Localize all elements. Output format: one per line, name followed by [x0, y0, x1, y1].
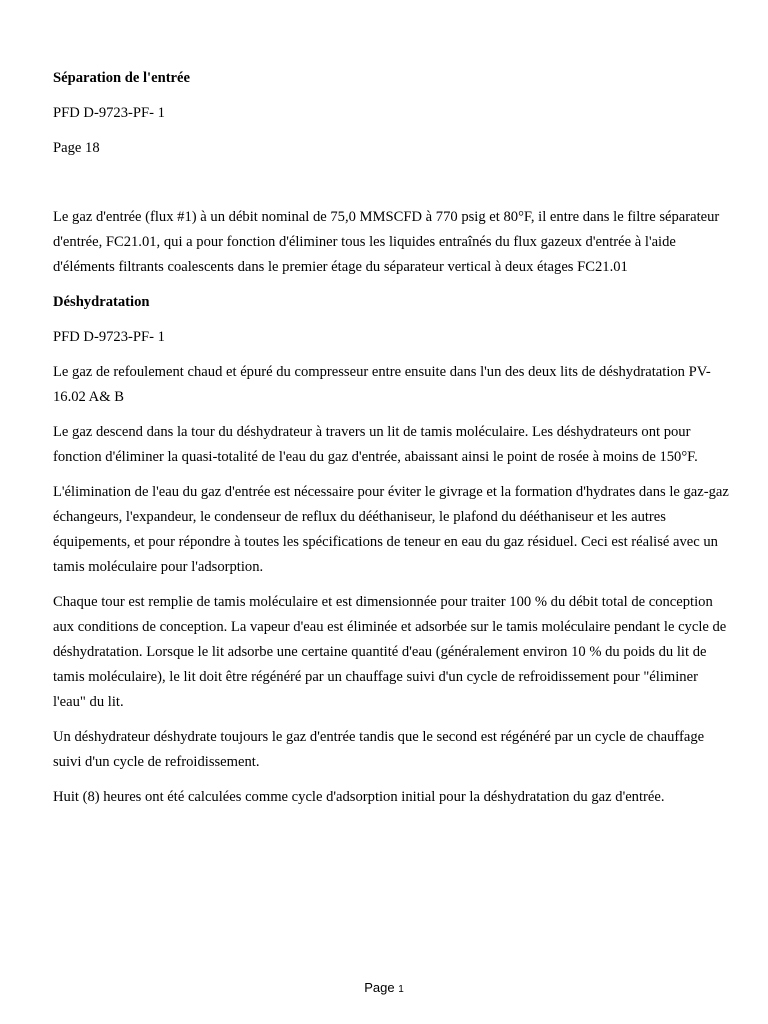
page-footer [0, 978, 768, 1000]
paragraph: Le gaz descend dans la tour du déshydrateur à travers un lit de tamis moléculaire. Les déshydrateurs ont pour fonction d'éliminer la quasi-totalité de l'eau du gaz d'entrée, abaissant ainsi le point de rosée à moins de 150°F. [53, 424, 698, 465]
blank-line [53, 171, 733, 205]
paragraph-inlet-gas: Le gaz d'entrée (flux #1) à un débit nominal de 75,0 MMSCFD à 770 psig et 80°F, il entre dans le filtre séparateur d'entrée, FC21.01, qui a pour fonction d'éliminer tous les liquides entraînés du flux gazeux d'entrée à l'aide d'éléments filtrants coalescents dans le premier étage du séparateur vertical à deux étages FC21.01 [53, 209, 720, 275]
pfd-reference: PFD D-9723-PF- 1 [53, 329, 165, 345]
page-reference: Page 18 [53, 140, 100, 156]
footer-page-label: Page [364, 980, 395, 995]
footer-page-number: 1 [398, 984, 404, 995]
paragraph: Un déshydrateur déshydrate toujours le gaz d'entrée tandis que le second est régénéré par un cycle de chauffage suivi d'un cycle de refroidissement. [53, 729, 705, 770]
paragraph: Le gaz de refoulement chaud et épuré du compresseur entre ensuite dans l'un des deux lits de déshydratation PV-16.02 A& B [53, 364, 711, 405]
paragraph: Huit (8) heures ont été calculées comme cycle d'adsorption initial pour la déshydratation du gaz d'entrée. [53, 789, 665, 805]
section-title-dehydration: Déshydratation [53, 294, 150, 310]
paragraph: Chaque tour est remplie de tamis moléculaire et est dimensionnée pour traiter 100 % du débit total de conception aux conditions de conception. La vapeur d'eau est éliminée et adsorbée sur le tamis moléculaire pendant le cycle de déshydratation. Lorsque le lit adsorbe une certaine quantité d'eau (généralement environ 10 % du poids du lit de tamis moléculaire), le lit doit être régénéré par un chauffage suivi d'un cycle de refroidissement pour "éliminer l'eau" du lit. [53, 594, 727, 710]
paragraph: L'élimination de l'eau du gaz d'entrée est nécessaire pour éviter le givrage et la formation d'hydrates dans le gaz-gaz échangeurs, l'expandeur, le condenseur de reflux du dééthaniseur, le plafond du dééthaniseur et les autres équipements, et pour répondre à toutes les spécifications de teneur en eau du gaz résiduel. Ceci est réalisé avec un tamis moléculaire pour l'adsorption. [53, 484, 729, 575]
page-body [53, 66, 733, 820]
section-title-inlet-separation: Séparation de l'entrée [53, 70, 190, 86]
pfd-reference: PFD D-9723-PF- 1 [53, 105, 165, 121]
